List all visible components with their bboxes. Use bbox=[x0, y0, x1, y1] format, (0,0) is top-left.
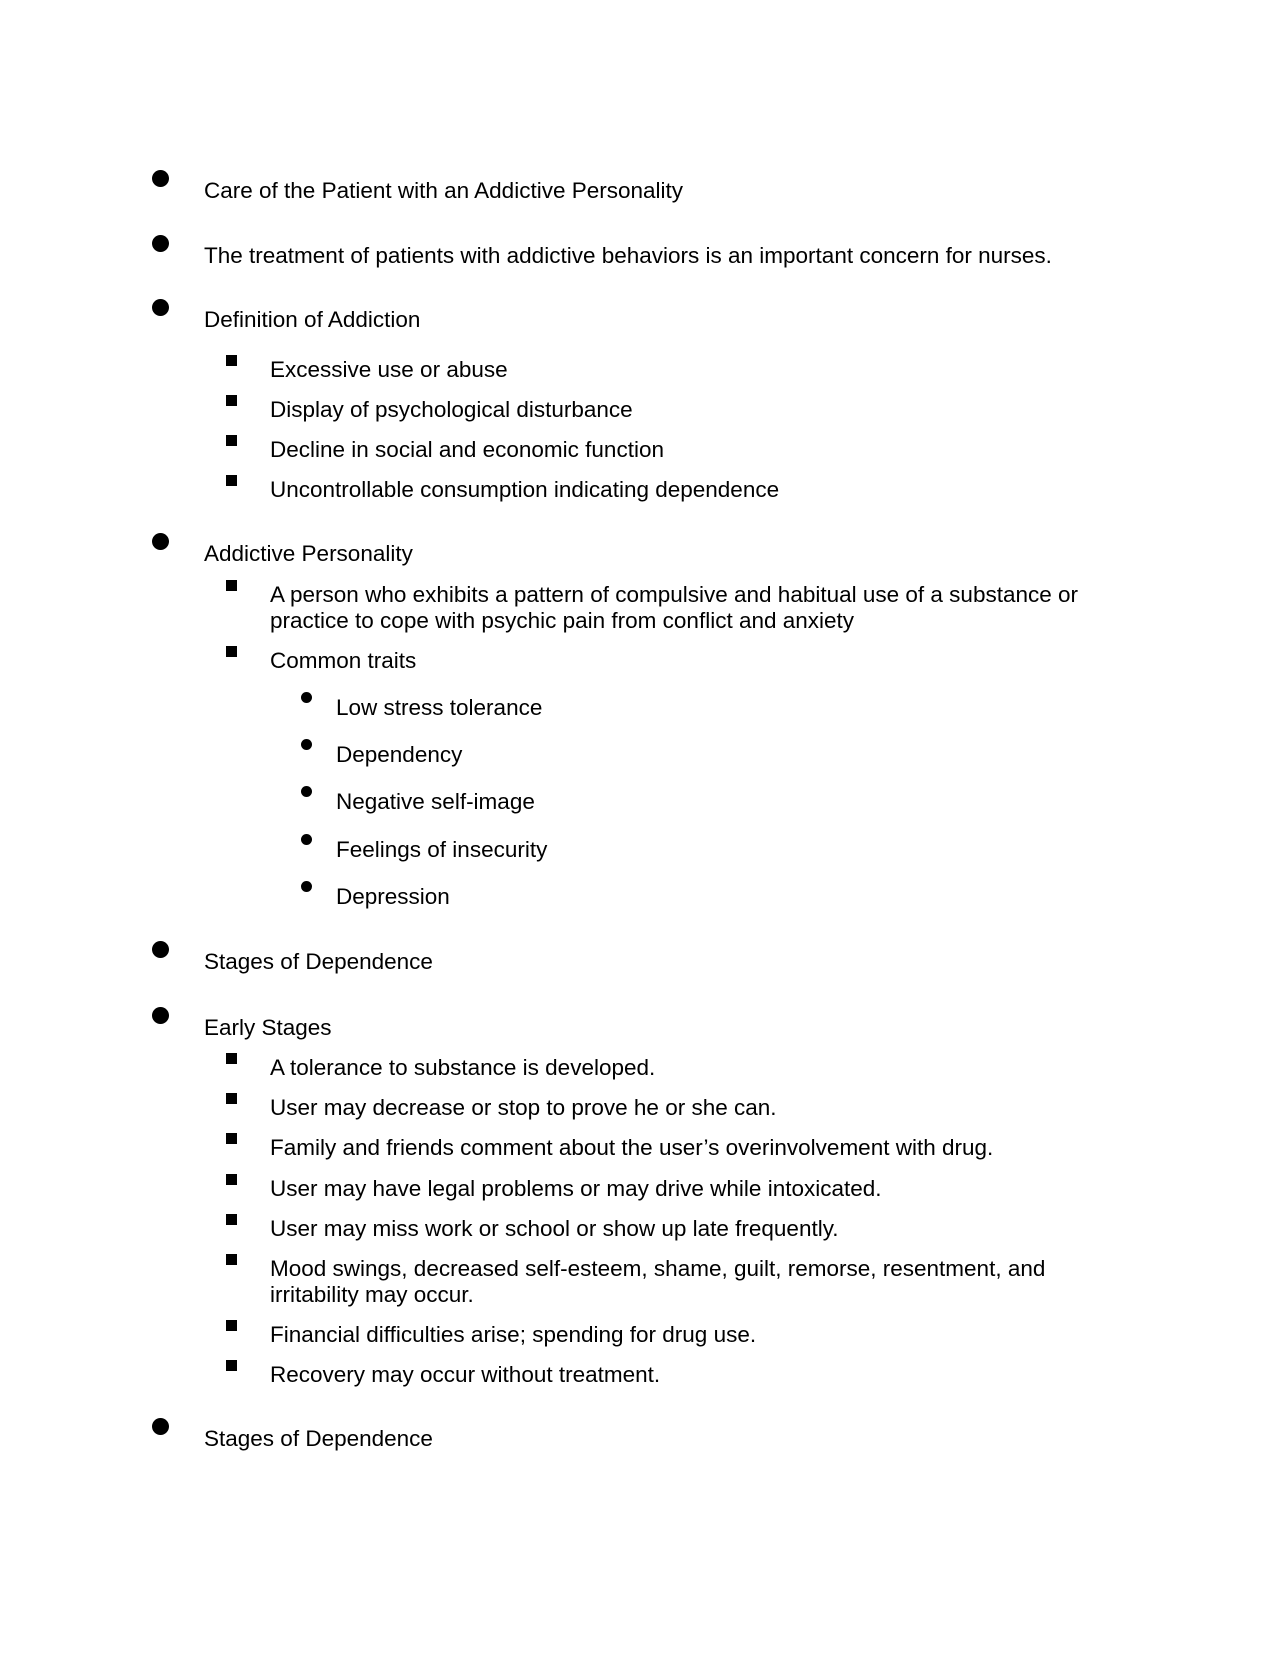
outline-item bbox=[0, 541, 1280, 571]
outline-item bbox=[0, 1426, 1280, 1456]
bullet-square-icon bbox=[226, 646, 237, 657]
bullet-dot-icon bbox=[152, 1007, 169, 1024]
sub-item-text: A person who exhibits a pattern of compulsive and habitual use of a substance or practice to cope with psychic pain from conflict and anxiety bbox=[270, 582, 1079, 633]
trait-item bbox=[0, 884, 1280, 914]
sub-item bbox=[0, 1176, 1280, 1206]
bullet-square-icon bbox=[226, 1254, 237, 1265]
outline-item-text: Stages of Dependence bbox=[204, 949, 433, 974]
sub-item-text: Financial difficulties arise; spending for drug use. bbox=[270, 1322, 757, 1347]
bullet-dot-icon bbox=[301, 692, 312, 703]
trait-item-text: Feelings of insecurity bbox=[336, 837, 548, 862]
sub-item-text: Display of psychological disturbance bbox=[270, 397, 633, 422]
bullet-dot-icon bbox=[152, 170, 169, 187]
sub-item-text: A tolerance to substance is developed. bbox=[270, 1055, 656, 1080]
trait-item bbox=[0, 789, 1280, 819]
trait-item-text: Negative self-image bbox=[336, 789, 535, 814]
bullet-dot-icon bbox=[152, 299, 169, 316]
outline-item-text: Definition of Addiction bbox=[204, 307, 421, 332]
sub-item bbox=[0, 582, 1280, 638]
sub-item bbox=[0, 357, 1280, 387]
outline-item bbox=[0, 1015, 1280, 1045]
bullet-square-icon bbox=[226, 395, 237, 406]
sub-item-text: Common traits bbox=[270, 648, 417, 673]
sub-item bbox=[0, 1322, 1280, 1352]
trait-item bbox=[0, 742, 1280, 772]
bullet-square-icon bbox=[226, 1053, 237, 1064]
bullet-square-icon bbox=[226, 580, 237, 591]
sub-item-text: User may miss work or school or show up late frequently. bbox=[270, 1216, 839, 1241]
bullet-square-icon bbox=[226, 1174, 237, 1185]
sub-item-text: Uncontrollable consumption indicating dependence bbox=[270, 477, 780, 502]
outline-item-text: Early Stages bbox=[204, 1015, 332, 1040]
outline-item-text: Addictive Personality bbox=[204, 541, 413, 566]
sub-item-text: User may decrease or stop to prove he or she can. bbox=[270, 1095, 777, 1120]
outline-item bbox=[0, 949, 1280, 979]
bullet-dot-icon bbox=[301, 739, 312, 750]
bullet-dot-icon bbox=[301, 834, 312, 845]
sub-item bbox=[0, 1216, 1280, 1246]
sub-item-text: Family and friends comment about the user’s overinvolvement with drug. bbox=[270, 1135, 994, 1160]
trait-item-text: Depression bbox=[336, 884, 450, 909]
bullet-dot-icon bbox=[152, 533, 169, 550]
sub-item bbox=[0, 1362, 1280, 1392]
bullet-square-icon bbox=[226, 1214, 237, 1225]
sub-item-text: Mood swings, decreased self-esteem, shame, guilt, remorse, resentment, and irritability may occur. bbox=[270, 1256, 1046, 1307]
bullet-square-icon bbox=[226, 355, 237, 366]
bullet-square-icon bbox=[226, 435, 237, 446]
sub-item bbox=[0, 648, 1280, 678]
sub-item-text: User may have legal problems or may drive while intoxicated. bbox=[270, 1176, 882, 1201]
trait-item bbox=[0, 837, 1280, 867]
outline-item-text: The treatment of patients with addictive behaviors is an important concern for nurses. bbox=[204, 243, 1052, 268]
bullet-square-icon bbox=[226, 1093, 237, 1104]
bullet-square-icon bbox=[226, 1320, 237, 1331]
bullet-dot-icon bbox=[152, 235, 169, 252]
outline-item bbox=[0, 307, 1280, 337]
outline-item bbox=[0, 243, 1280, 273]
outline-item-text: Stages of Dependence bbox=[204, 1426, 433, 1451]
sub-item bbox=[0, 1256, 1280, 1312]
sub-item-text: Recovery may occur without treatment. bbox=[270, 1362, 661, 1387]
sub-item bbox=[0, 437, 1280, 467]
bullet-dot-icon bbox=[301, 881, 312, 892]
bullet-square-icon bbox=[226, 1360, 237, 1371]
outline-item-text: Care of the Patient with an Addictive Personality bbox=[204, 178, 684, 203]
sub-item-text: Decline in social and economic function bbox=[270, 437, 664, 462]
sub-item-text: Excessive use or abuse bbox=[270, 357, 508, 382]
bullet-dot-icon bbox=[152, 1418, 169, 1435]
sub-item bbox=[0, 1095, 1280, 1125]
bullet-square-icon bbox=[226, 1133, 237, 1144]
outline-item bbox=[0, 178, 1280, 208]
bullet-square-icon bbox=[226, 475, 237, 486]
sub-item bbox=[0, 397, 1280, 427]
trait-item-text: Low stress tolerance bbox=[336, 695, 543, 720]
sub-item bbox=[0, 1135, 1280, 1165]
bullet-dot-icon bbox=[301, 786, 312, 797]
sub-item bbox=[0, 1055, 1280, 1085]
trait-item bbox=[0, 695, 1280, 725]
trait-item-text: Dependency bbox=[336, 742, 463, 767]
sub-item bbox=[0, 477, 1280, 507]
bullet-dot-icon bbox=[152, 941, 169, 958]
